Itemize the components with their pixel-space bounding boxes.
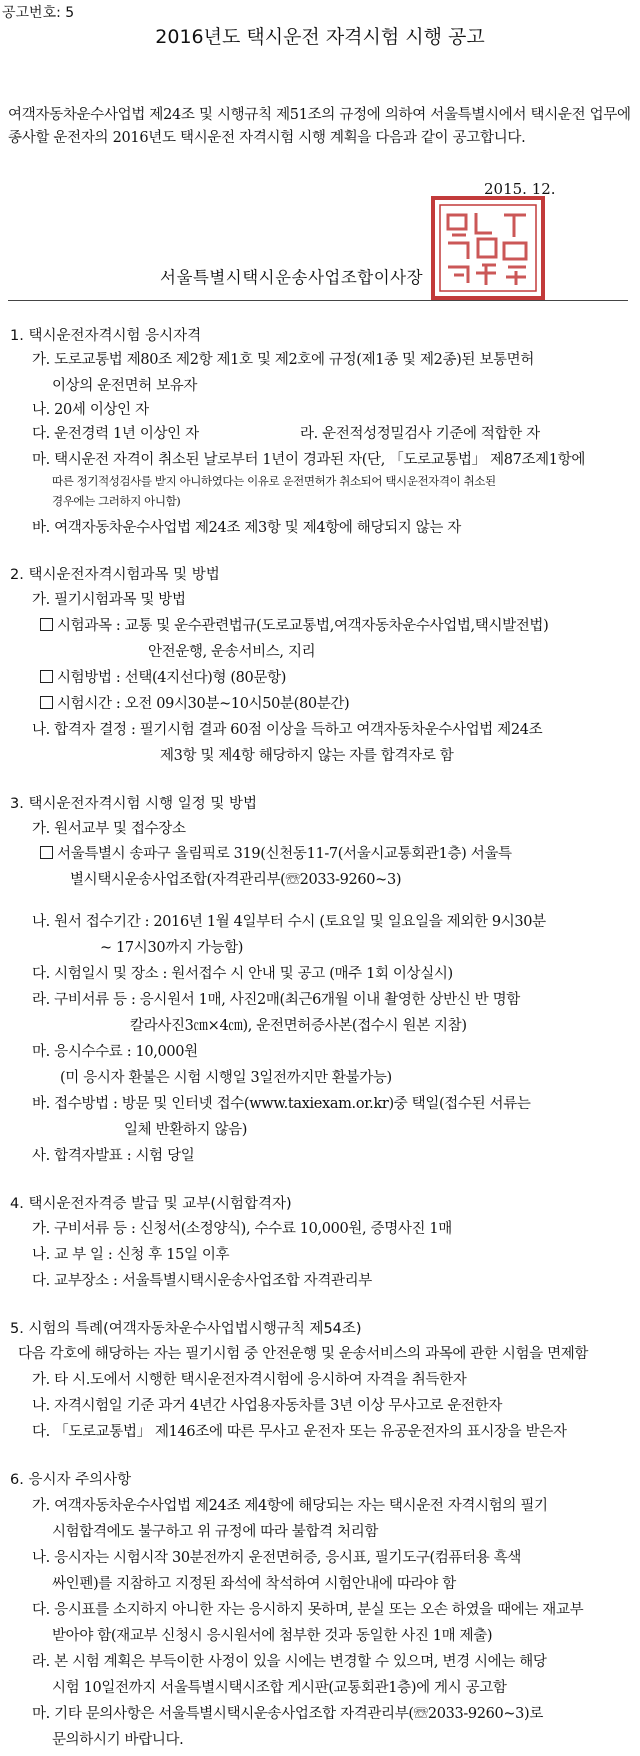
body-line xyxy=(32,348,534,369)
line-text: 가. 원서교부 및 접수장소 xyxy=(32,821,186,837)
line-text: 받아야 함(재교부 신청시 응시원서에 첨부한 것과 동일한 사진 1매 제출) xyxy=(52,1628,493,1644)
body-line xyxy=(40,842,512,863)
line-text: 칼라사진3㎝×4㎝), 운전면허증사본(접수시 원본 지참) xyxy=(130,1018,467,1034)
body-line xyxy=(32,448,585,469)
line-text: 6. 응시자 주의사항 xyxy=(10,1472,132,1488)
body-line xyxy=(32,1650,547,1671)
body-line xyxy=(52,473,496,489)
body-line xyxy=(32,1368,466,1389)
body-line xyxy=(52,493,180,509)
notice-date: 2015. 12. xyxy=(484,180,556,198)
line-text: 일체 반환하지 않음) xyxy=(124,1122,248,1138)
line-text: 시험시간 : 오전 09시30분~10시50분(80분간) xyxy=(57,696,350,712)
line-text: 별시택시운송사업조합(자격관리부(☏2033-9260~3) xyxy=(70,872,402,888)
body-line xyxy=(70,868,401,889)
line-text: 바. 여객자동차운수사업법 제24조 제3항 및 제4항에 해당되지 않는 자 xyxy=(32,520,461,536)
line-text: 3. 택시운전자격시험 시행 일정 및 방법 xyxy=(10,796,257,812)
header-divider xyxy=(8,300,628,301)
line-text: 다. 응시표를 소지하지 아니한 자는 응시하지 못하며, 분실 또는 오손 하였을 때에는 재교부 xyxy=(32,1602,584,1618)
body-line xyxy=(18,1342,588,1363)
official-seal-icon xyxy=(430,195,546,301)
body-line xyxy=(32,1243,229,1264)
line-text: 나. 합격자 결정 : 필기시험 결과 60점 이상을 득하고 여객자동차운수사업법 제24조 xyxy=(32,722,543,738)
body-line xyxy=(52,1624,492,1645)
line-text: 시험 10일전까지 서울특별시택시조합 게시판(교통회관1층)에 게시 공고함 xyxy=(52,1680,507,1696)
body-line xyxy=(130,1014,467,1035)
checkbox-icon xyxy=(40,696,53,709)
line-text: 다. 「도로교통법」 제146조에 따른 무사고 운전자 또는 유공운전자의 표시장을 받은자 xyxy=(32,1424,567,1440)
line-text: 시험방법 : 선택(4지선다)형 (80문항) xyxy=(57,670,287,686)
section-heading xyxy=(10,1192,292,1213)
line-text: 가. 여객자동차운수사업법 제24조 제4항에 해당되는 자는 택시운전 자격시험의 필기 xyxy=(32,1498,548,1514)
body-line xyxy=(300,422,540,443)
intro-paragraph: 여객자동차운수사업법 제24조 및 시행규칙 제51조의 규정에 의하여 서울특별시에서 택시운전 업무에 종사할 운전자의 2016년도 택시운전 자격시험 시행 계획을 다음과 같이 공고합니다. xyxy=(8,107,631,146)
body-line xyxy=(32,588,186,609)
line-text: 라. 운전적성정밀검사 기준에 적합한 자 xyxy=(300,426,540,442)
body-line xyxy=(52,1676,507,1697)
body-line xyxy=(52,1520,378,1541)
line-text: ~ 17시30까지 가능함) xyxy=(100,940,244,956)
body-line xyxy=(32,910,546,931)
line-text: 라. 구비서류 등 : 응시원서 1매, 사진2매(최근6개월 이내 촬영한 상반신 반 명함 xyxy=(32,992,520,1008)
body-line xyxy=(32,422,199,443)
line-text: 가. 구비서류 등 : 신청서(소정양식), 수수료 10,000원, 증명사진 1매 xyxy=(32,1221,452,1237)
line-text: 마. 응시수수료 : 10,000원 xyxy=(32,1044,198,1060)
body-line xyxy=(148,640,315,661)
body-line xyxy=(32,988,520,1009)
section-heading xyxy=(10,792,257,813)
line-text: 나. 응시자는 시험시작 30분전까지 운전면허증, 응시표, 필기도구(컴퓨터용 흑색 xyxy=(32,1550,522,1566)
checkbox-icon xyxy=(40,846,53,859)
body-line xyxy=(32,817,186,838)
body-line xyxy=(32,962,453,983)
line-text: 나. 원서 접수기간 : 2016년 1월 4일부터 수시 (토요일 및 일요일을 제외한 9시30분 xyxy=(32,914,546,930)
line-text: 시험합격에도 불구하고 위 규정에 따라 불합격 처리함 xyxy=(52,1524,379,1540)
notice-number: 공고번호: 5 xyxy=(2,5,75,21)
line-text: 경우에는 그러하지 아니함) xyxy=(52,494,181,508)
line-text: 가. 필기시험과목 및 방법 xyxy=(32,592,186,608)
checkbox-icon xyxy=(40,670,53,683)
line-text: 라. 본 시험 계획은 부득이한 사정이 있을 시에는 변경할 수 있으며, 변경 시에는 해당 xyxy=(32,1654,547,1670)
body-line xyxy=(32,718,542,739)
line-text: 문의하시기 바랍니다. xyxy=(52,1732,184,1748)
body-line xyxy=(32,1420,567,1441)
line-text: 다. 시험일시 및 장소 : 원서접수 시 안내 및 공고 (매주 1회 이상실시) xyxy=(32,966,453,982)
line-text: 가. 타 시.도에서 시행한 택시운전자격시험에 응시하여 자격을 취득한자 xyxy=(32,1372,467,1388)
line-text: 2. 택시운전자격시험과목 및 방법 xyxy=(10,567,220,583)
line-text: 따른 정기적성검사를 받지 아니하였다는 이유로 운전면허가 취소되어 택시운전자격이 취소된 xyxy=(52,474,496,488)
line-text: 1. 택시운전자격시험 응시자격 xyxy=(10,328,202,344)
section-heading xyxy=(10,1317,362,1338)
line-text: 다음 각호에 해당하는 자는 필기시험 중 안전운행 및 운송서비스의 과목에 관한 시험을 면제함 xyxy=(18,1346,589,1362)
line-text: 나. 자격시험일 기준 과거 4년간 사업용자동차를 3년 이상 무사고로 운전한자 xyxy=(32,1398,503,1414)
body-line xyxy=(160,744,453,765)
line-text: 나. 20세 이상인 자 xyxy=(32,402,149,418)
body-line xyxy=(32,516,461,537)
body-line xyxy=(40,614,548,635)
body-line xyxy=(32,1217,452,1238)
page-title: 2016년도 택시운전 자격시험 시행 공고 xyxy=(155,26,485,48)
line-text: 가. 도로교통법 제80조 제2항 제1호 및 제2호에 규정(제1종 및 제2종)된 보통면허 xyxy=(32,352,534,368)
line-text: 서울특별시 송파구 올림픽로 319(신천동11-7(서울시교통회관1층) 서울특 xyxy=(57,846,512,862)
line-text: 5. 시험의 특례(여객자동차운수사업법시행규칙 제54조) xyxy=(10,1321,362,1337)
body-line xyxy=(52,1572,456,1593)
body-line xyxy=(52,1728,183,1749)
body-line xyxy=(124,1118,247,1139)
checkbox-icon xyxy=(40,618,53,631)
line-text: 제3항 및 제4항 해당하지 않는 자를 합격자로 함 xyxy=(160,748,454,764)
body-line xyxy=(32,1598,583,1619)
line-text: (미 응시자 환불은 시험 시행일 3일전까지만 환불가능) xyxy=(60,1070,392,1086)
body-line xyxy=(32,1092,531,1113)
section-heading xyxy=(10,1468,131,1489)
body-line xyxy=(100,936,243,957)
line-text: 마. 택시운전 자격이 취소된 날로부터 1년이 경과된 자(단, 「도로교통법」 제87조제1항에 xyxy=(32,452,585,468)
body-line xyxy=(32,1702,543,1723)
body-line xyxy=(60,1066,392,1087)
body-line xyxy=(40,692,349,713)
line-text: 이상의 운전면허 보유자 xyxy=(52,378,198,394)
line-text: 마. 기타 문의사항은 서울특별시택시운송사업조합 자격관리부(☏2033-9260~3)로 xyxy=(32,1706,544,1722)
line-text: 다. 교부장소 : 서울특별시택시운송사업조합 자격관리부 xyxy=(32,1273,372,1289)
line-text: 바. 접수방법 : 방문 및 인터넷 접수(www.taxiexam.or.kr)중 택일(접수된 서류는 xyxy=(32,1096,531,1112)
section-heading xyxy=(10,563,220,584)
line-text: 시험과목 : 교통 및 운수관련법규(도로교통법,여객자동차운수사업법,택시발전법) xyxy=(57,618,549,634)
line-text: 싸인펜)를 지참하고 지정된 좌석에 착석하여 시험안내에 따라야 함 xyxy=(52,1576,456,1592)
line-text: 나. 교 부 일 : 신청 후 15일 이후 xyxy=(32,1247,230,1263)
body-line xyxy=(40,666,286,687)
body-line xyxy=(32,1269,372,1290)
line-text: 안전운행, 운송서비스, 지리 xyxy=(148,644,316,660)
body-line xyxy=(52,374,197,395)
body-line xyxy=(32,1040,198,1061)
line-text: 다. 운전경력 1년 이상인 자 xyxy=(32,426,199,442)
body-line xyxy=(32,398,149,419)
line-text: 4. 택시운전자격증 발급 및 교부(시험합격자) xyxy=(10,1196,292,1212)
section-heading xyxy=(10,324,201,345)
issuing-organization: 서울특별시택시운송사업조합이사장 xyxy=(160,268,424,287)
body-line xyxy=(32,1144,194,1165)
line-text: 사. 합격자발표 : 시험 당일 xyxy=(32,1148,195,1164)
body-line xyxy=(32,1546,521,1567)
body-line xyxy=(32,1394,502,1415)
body-line xyxy=(32,1494,548,1515)
